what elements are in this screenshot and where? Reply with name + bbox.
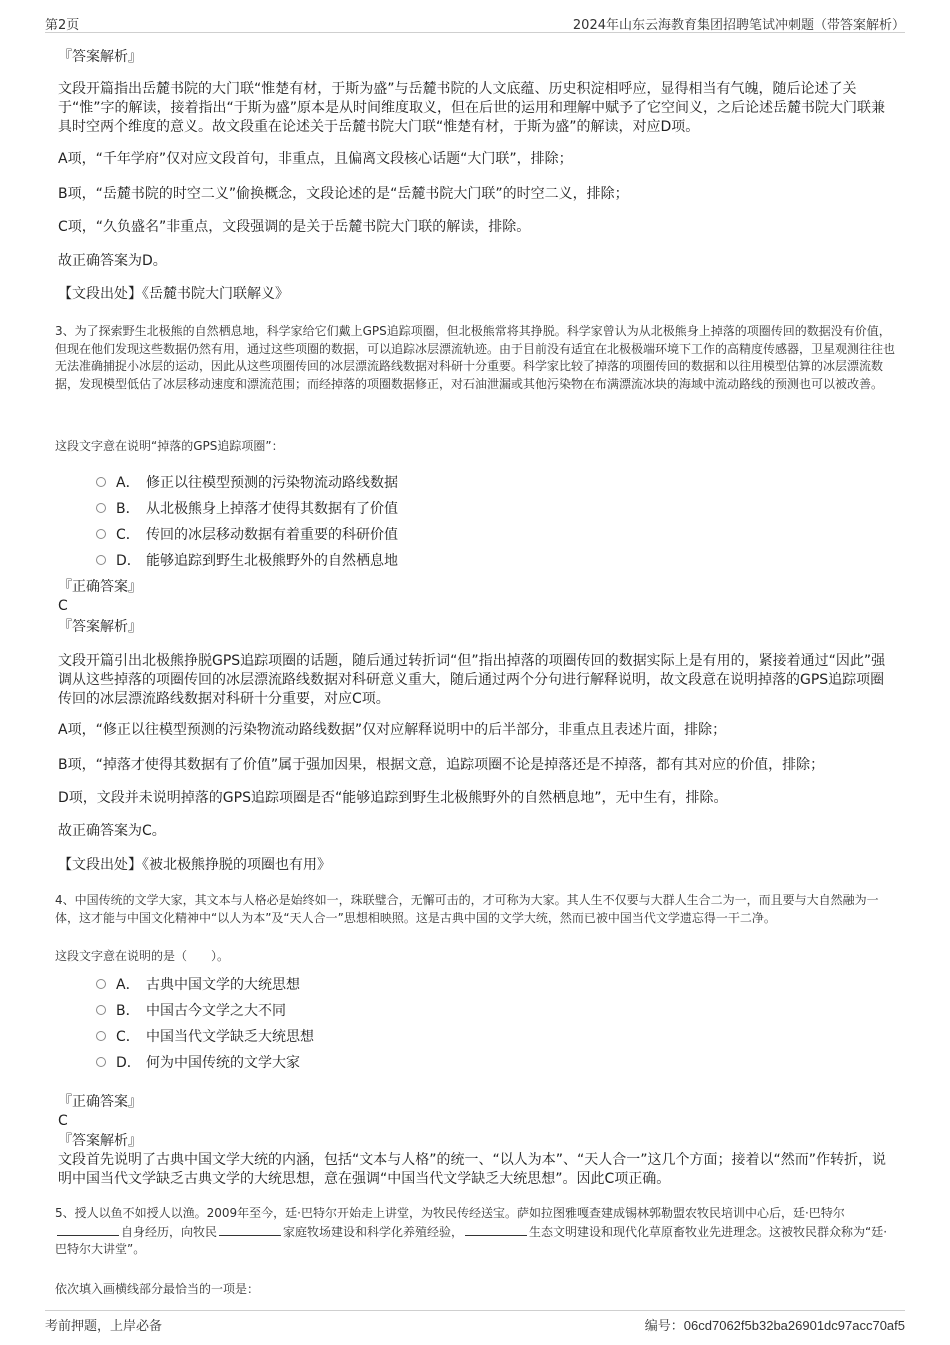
q2-analysis-label: 『答案解析』 <box>58 49 142 65</box>
fill-blank-1[interactable] <box>57 1223 119 1236</box>
q5-question: 依次填入画横线部分最恰当的一项是： <box>55 1282 260 1296</box>
q3-analysis: 文段开篇引出北极熊挣脱GPS追踪项圈的话题，随后通过转折词“但”指出掉落的项圈传回的数据实际上是有用的，紧接着通过“因此”强调从这些掉落的项圈传回的冰层漂流路线数据对科研意义重大，随后通过两个分句进行解释说明，故文段意在说明掉落的GPS追踪项圈传回的冰层漂流路线数据对科研十分重要，对应C项。 <box>58 653 886 707</box>
page-number: 第2页 <box>45 18 80 33</box>
fill-blank-2[interactable] <box>219 1223 281 1236</box>
q3-answer: C <box>58 598 68 614</box>
q4-option-a[interactable]: A． 古典中国文学的大统思想 <box>96 974 300 994</box>
q2-source: 【文段出处】《岳麓书院大门联解义》 <box>58 286 289 302</box>
q4-question: 这段文字意在说明的是（ ）。 <box>55 949 230 963</box>
fill-blank-3[interactable] <box>465 1223 527 1236</box>
q3-conclusion: 故正确答案为C。 <box>58 823 166 839</box>
page-footer <box>45 1310 905 1333</box>
q3-analysis-label: 『答案解析』 <box>58 619 142 635</box>
q2-analysis-b: B项，“岳麓书院的时空二义”偷换概念，文段论述的是“岳麓书院大门联”的时空二义，排除； <box>58 186 629 202</box>
q4-analysis: 文段首先说明了古典中国文学大统的内涵，包括“文本与人格”的统一、“以人为本”、“天人合一”这几个方面；接着以“然而”作转折，说明中国当代文学缺乏古典文学的大统思想，意在强调“中国当代文学缺乏大统思想”。因此C项正确。 <box>58 1152 887 1187</box>
radio-icon[interactable] <box>96 1031 106 1041</box>
q3-analysis-d: D项，文段并未说明掉落的GPS追踪项圈是否“能够追踪到野生北极熊野外的自然栖息地”，无中生有，排除。 <box>58 790 728 806</box>
page-header <box>45 12 905 33</box>
q3-option-d[interactable]: D． 能够追踪到野生北极熊野外的自然栖息地 <box>96 550 398 570</box>
q2-analysis: 文段开篇指出岳麓书院的大门联“惟楚有材，于斯为盛”与岳麓书院的人文底蕴、历史积淀相呼应，显得相当有气魄，随后论述了关于“惟”字的解读，接着指出“于斯为盛”原本是从时间维度取义，但在后世的运用和理解中赋予了它空间义，之后论述岳麓书院大门联兼具时空两个维度的意义。故文段重在论述关于岳麓书院大门联“惟楚有材，于斯为盛”的解读，对应D项。 <box>58 81 886 135</box>
q4-option-c[interactable]: C． 中国当代文学缺乏大统思想 <box>96 1026 314 1046</box>
radio-icon[interactable] <box>96 503 106 513</box>
q3-analysis-a: A项，“修正以往模型预测的污染物流动路线数据”仅对应解释说明中的后半部分，非重点且表述片面，排除； <box>58 722 727 738</box>
radio-icon[interactable] <box>96 979 106 989</box>
radio-icon[interactable] <box>96 1005 106 1015</box>
q3-option-c[interactable]: C． 传回的冰层移动数据有着重要的科研价值 <box>96 524 398 544</box>
q4-answer: C <box>58 1113 68 1129</box>
q3-option-b[interactable]: B． 从北极熊身上掉落才使得其数据有了价值 <box>96 498 398 518</box>
document-title: 2024年山东云海教育集团招聘笔试冲刺题（带答案解析） <box>572 18 905 33</box>
q2-analysis-a: A项，“千年学府”仅对应文段首句，非重点，且偏离文段核心话题“大门联”，排除； <box>58 151 573 167</box>
radio-icon[interactable] <box>96 555 106 565</box>
document-code: 编号：06cd7062f5b32ba26901dc97acc70af5 <box>644 1318 905 1334</box>
q2-conclusion: 故正确答案为D。 <box>58 253 167 269</box>
q3-stem: 3、为了探索野生北极熊的自然栖息地，科学家给它们戴上GPS追踪项圈，但北极熊常将其挣脱。科学家曾认为从北极熊身上掉落的项圈传回的数据没有价值，但现在他们发现这些数据仍然有用，通过这些项圈的数据，可以追踪冰层漂流轨迹。由于目前没有适宜在北极极端环境下工作的高精度传感器，卫星观测往往也无法准确捕捉小冰层的运动，因此从这些项圈传回的冰层漂流路线数据对科研十分重要。科学家比较了掉落的项圈传回的数据和以往用模型估算的冰层漂流数据，发现模型低估了冰层移动速度和漂流范围；而经掉落的项圈数据修正，对石油泄漏或其他污染物在布满漂流冰块的海域中流动路线的预测也可以被改善。 <box>55 324 896 391</box>
q3-analysis-b: B项，“掉落才使得其数据有了价值”属于强加因果，根据文意，追踪项圈不论是掉落还是不掉落，都有其对应的价值，排除； <box>58 757 825 773</box>
q3-option-a[interactable]: A． 修正以往模型预测的污染物流动路线数据 <box>96 472 398 492</box>
q5-stem: 5、授人以鱼不如授人以渔。2009年至今，廷·巴特尔开始走上讲堂，为牧民传经送宝。萨如拉图雅嘎查建成锡林郭勒盟农牧民培训中心后，廷·巴特尔自身经历，向牧民 家庭牧场建设和科学化养殖经验， 生态文明建设和现代化草原畜牧业先进理念。这被牧民群众称为“廷·巴特尔大讲堂”。 <box>55 1206 888 1256</box>
q4-stem: 4、中国传统的文学大家，其文本与人格必是始终如一，珠联璧合，无懈可击的，才可称为大家。其人生不仅要与大群人生合二为一，而且要与大自然融为一体，这才能与中国文化精神中“以人为本”及“天人合一”思想相映照。这是古典中国的文学大统，然而已被中国当代文学遗忘得一干二净。 <box>55 893 879 925</box>
q4-option-b[interactable]: B． 中国古今文学之大不同 <box>96 1000 286 1020</box>
q3-source: 【文段出处】《被北极熊挣脱的项圈也有用》 <box>58 857 331 873</box>
q4-answer-label: 『正确答案』 <box>58 1094 142 1110</box>
footer-slogan: 考前押题，上岸必备 <box>45 1319 163 1334</box>
q4-analysis-label: 『答案解析』 <box>58 1133 142 1149</box>
radio-icon[interactable] <box>96 529 106 539</box>
q3-answer-label: 『正确答案』 <box>58 579 142 595</box>
q3-question: 这段文字意在说明“掉落的GPS追踪项圈”： <box>55 439 284 453</box>
q2-analysis-c: C项，“久负盛名”非重点，文段强调的是关于岳麓书院大门联的解读，排除。 <box>58 219 531 235</box>
radio-icon[interactable] <box>96 477 106 487</box>
q4-option-d[interactable]: D． 何为中国传统的文学大家 <box>96 1052 300 1072</box>
radio-icon[interactable] <box>96 1057 106 1067</box>
